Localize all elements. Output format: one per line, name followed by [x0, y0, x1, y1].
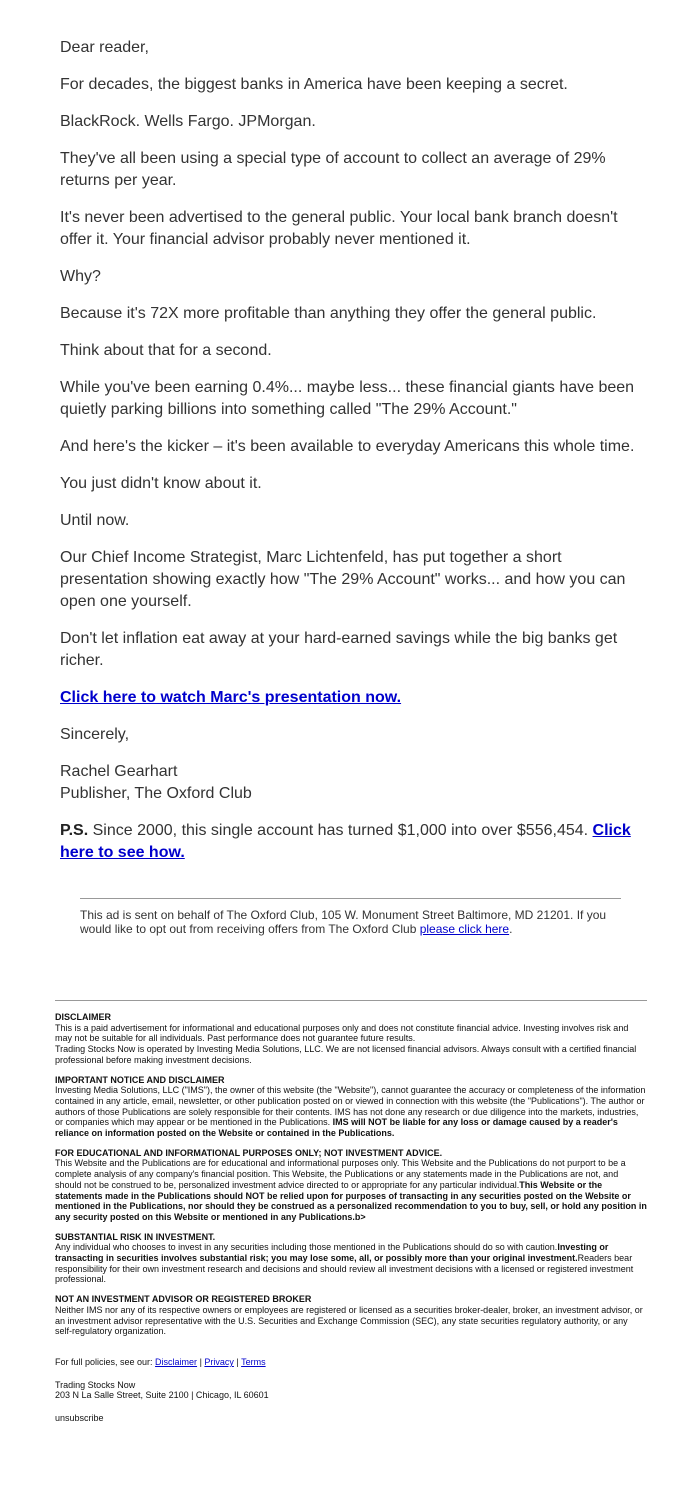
important-notice-body: Investing Media Solutions, LLC ("IMS"), the owner of this website (the "Website"), cannot guarantee the accuracy or completeness of the information contained in any article, email, newsletter, or other publication posted on or viewed in connection with this website (the "Publications"). The author or authors of those Publications are solely responsible for their contents. IMS has not done any research or due diligence into the markets, industries, or companies which may appear or be mentioned in the Publications. — [55, 1085, 646, 1128]
educational-heading: FOR EDUCATIONAL AND INFORMATIONAL PURPOSES ONLY; NOT INVESTMENT ADVICE. — [55, 1147, 443, 1158]
see-how-link[interactable]: Click here to see how. — [60, 822, 631, 861]
paragraph-11: Until now. — [60, 512, 130, 529]
paragraph-7: Think about that for a second. — [60, 342, 272, 359]
important-notice-block — [55, 1075, 647, 1139]
risk-block — [55, 1232, 647, 1286]
company-address — [55, 1380, 647, 1401]
not-advisor-heading: NOT AN INVESTMENT ADVISOR OR REGISTERED BROKER — [55, 1294, 312, 1305]
signature-title: Publisher, The Oxford Club — [60, 785, 252, 802]
educational-body: This Website and the Publications are for educational and informational purposes only. This Website and the Publications do not purport to be a complete analysis of any company's financial position. This Website, the Publications or any statements made in the Publications are not, and should not be construed to be, personalized investment advice directed to or appropriate for any particular individual. — [55, 1158, 626, 1190]
risk-body: Any individual who chooses to invest in any securities including those mentioned in the Publications should do so with caution. — [55, 1242, 558, 1253]
paragraph-9: And here's the kicker – it's been available to everyday Americans this whole time. — [60, 438, 635, 455]
risk-heading: SUBSTANTIAL RISK IN INVESTMENT. — [55, 1231, 216, 1242]
paragraph-8: While you've been earning 0.4%... maybe less... these financial giants have been quietly parking billions into something called "The 29% Account." — [60, 379, 635, 418]
not-advisor-block — [55, 1294, 647, 1337]
educational-text — [55, 1158, 647, 1222]
disclaimer-heading: DISCLAIMER — [55, 1012, 111, 1022]
risk-bold: Investing or transacting in securities involves substantial risk; you may lose some, all, or possibly more than your original investment. — [55, 1242, 609, 1264]
important-notice-heading: IMPORTANT NOTICE AND DISCLAIMER — [55, 1074, 225, 1085]
disclaimer-section — [55, 1000, 647, 1424]
important-notice-text — [55, 1085, 647, 1139]
paragraph-13: Don't let inflation eat away at your hard-earned savings while the big banks get richer. — [60, 630, 618, 669]
cta-paragraph — [60, 687, 650, 709]
company-street: 203 N La Salle Street, Suite 2100 | Chicago, IL 60601 — [55, 1390, 269, 1401]
closing: Sincerely, — [60, 726, 130, 743]
paragraph-1: For decades, the biggest banks in America have been keeping a secret. — [60, 76, 568, 93]
important-notice-bold: IMS will NOT be liable for any loss or damage caused by a reader's reliance on information posted on the Website or contained in the Publications. — [55, 1117, 618, 1139]
unsubscribe-link[interactable]: unsubscribe — [55, 1413, 104, 1424]
risk-text — [55, 1242, 647, 1285]
disclaimer-text: This is a paid advertisement for informational and educational purposes only and does not constitute financial advice. Investing involves risk and may not be suitable for all individuals. Past performance does not guarantee future results. — [55, 1022, 629, 1044]
greeting: Dear reader, — [60, 39, 149, 56]
privacy-link[interactable]: Privacy — [204, 1356, 234, 1367]
paragraph-3: They've all been using a special type of account to collect an average of 29% returns per year. — [60, 150, 606, 189]
signature-name: Rachel Gearhart — [60, 763, 178, 780]
terms-link[interactable]: Terms — [241, 1356, 266, 1367]
educational-bold: This Website or the statements made in the Publications should NOT be relied upon for purposes of transacting in any securities posted on the Website or mentioned in the Publications, nor should they be construed as a personalized recommendation to you to buy, sell, or hold any position in any security posted on this Website or mentioned in any Publications.b> — [55, 1179, 647, 1222]
not-advisor-text: Neither IMS nor any of its respective owners or employees are registered or licensed as a securities broker-dealer, broker, an investment advisor, or an investment advisor representative with the U.S. Securities and Exchange Commission (SEC), any state securities regulatory authority, or any self-regulatory organization. — [55, 1304, 643, 1337]
separator: | — [197, 1356, 205, 1367]
watch-presentation-link[interactable]: Click here to watch Marc's presentation now. — [60, 689, 402, 706]
paragraph-6: Because it's 72X more profitable than anything they offer the general public. — [60, 305, 597, 322]
ad-notice — [80, 898, 621, 936]
opt-out-link[interactable]: please click here — [419, 922, 510, 936]
paragraph-10: You just didn't know about it. — [60, 475, 262, 492]
company-name: Trading Stocks Now — [55, 1379, 136, 1390]
ps-label: P.S. — [60, 822, 89, 839]
letter-body — [60, 37, 650, 879]
paragraph-2: BlackRock. Wells Fargo. JPMorgan. — [60, 113, 316, 130]
risk-body-2: Readers bear responsibility for their own investment research and decisions and should review all investment decisions with a licensed or registered investment professional. — [55, 1253, 634, 1285]
disclaimer-block — [55, 1012, 647, 1066]
ad-notice-text: This ad is sent on behalf of The Oxford Club, 105 W. Monument Street Baltimore, MD 21201. If you would like to opt out from receiving offers from The Oxford Club — [80, 908, 607, 936]
disclaimer-text-2: Trading Stocks Now is operated by Investing Media Solutions, LLC. We are not licensed financial advisors. Always consult with a certified financial professional before making investment decisions. — [55, 1044, 637, 1065]
postscript — [60, 820, 650, 864]
paragraph-12: Our Chief Income Strategist, Marc Lichtenfeld, has put together a short presentation showing exactly how "The 29% Account" works... and how you can open one yourself. — [60, 549, 626, 610]
separator: | — [233, 1356, 242, 1367]
paragraph-5: Why? — [60, 268, 101, 285]
educational-block — [55, 1148, 647, 1223]
paragraph-4: It's never been advertised to the general public. Your local bank branch doesn't offer it. Your financial advisor probably never mentioned it. — [60, 209, 618, 248]
policies-label: For full policies, see our: — [55, 1356, 156, 1367]
policies-line — [55, 1357, 647, 1368]
ad-notice-end: . — [509, 922, 513, 936]
ps-text: Since 2000, this single account has turned $1,000 into over $556,454. — [88, 822, 593, 839]
disclaimer-link[interactable]: Disclaimer — [155, 1356, 198, 1367]
